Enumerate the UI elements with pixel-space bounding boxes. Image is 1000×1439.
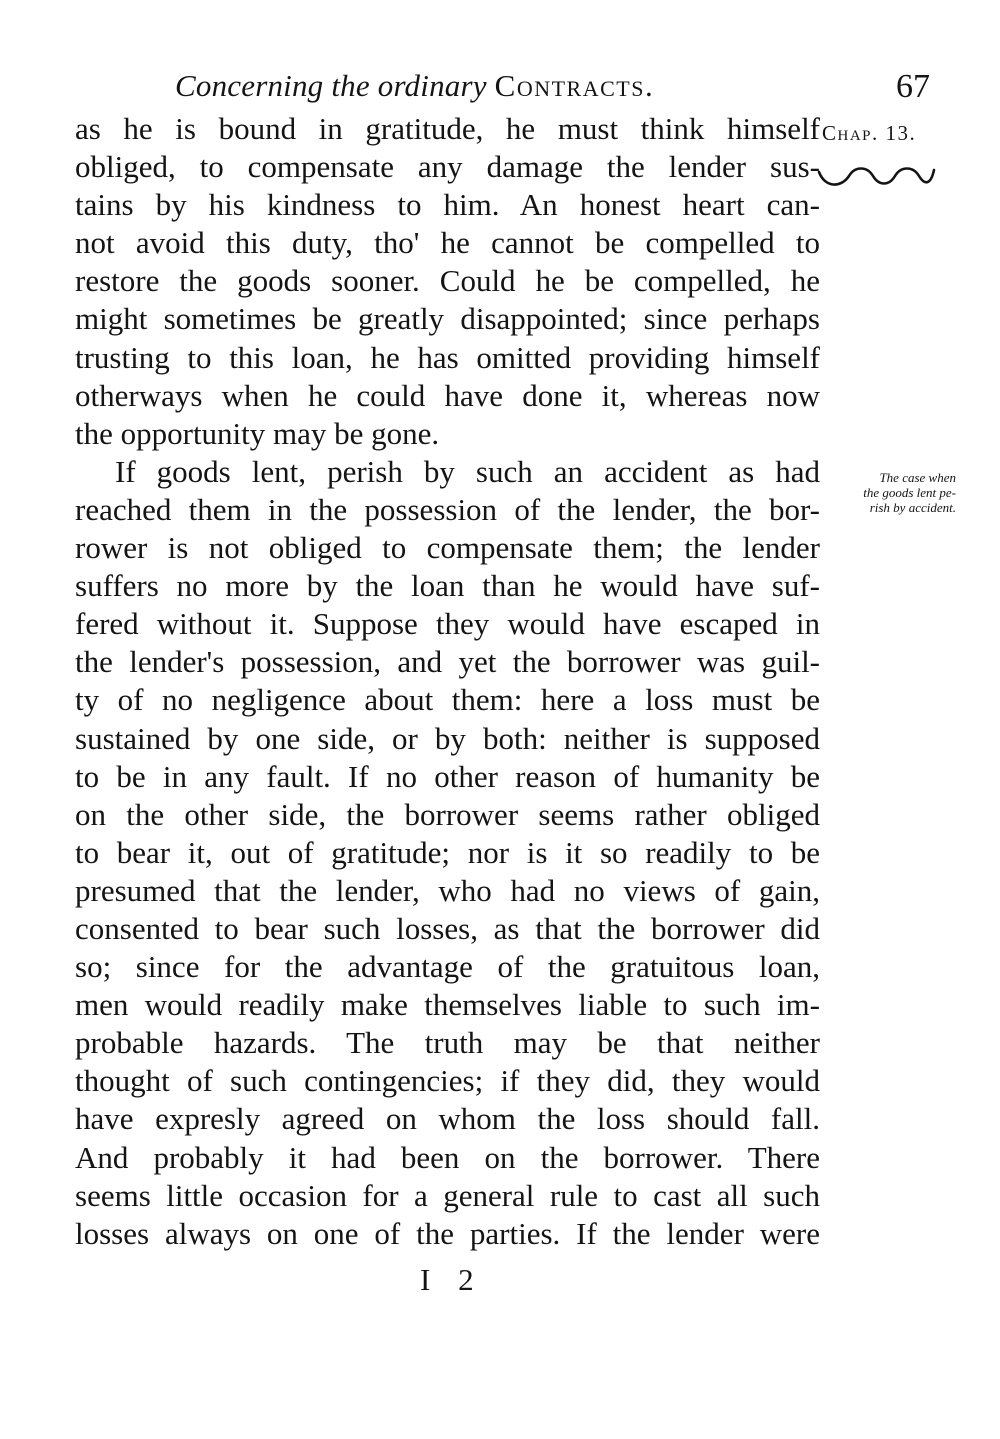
text-line: tains by his kindness to him. An honest heart can-: [75, 187, 820, 223]
signature-mark: I 2: [420, 1262, 484, 1297]
text-line: ty of no negligence about them: here a loss must be: [75, 682, 820, 718]
text-line: obliged, to compensate any damage the lender sus-: [75, 149, 820, 185]
body-text: [75, 110, 820, 1253]
running-head-caps: Contracts.: [494, 68, 655, 103]
text-line: restore the goods sooner. Could he be compelled, he: [75, 263, 820, 299]
text-line: If goods lent, perish by such an accident as had: [115, 453, 820, 489]
text-line: trusting to this loan, he has omitted providing himself: [75, 339, 820, 375]
text-line: as he is bound in gratitude, he must think himself: [75, 111, 820, 146]
text-line: otherways when he could have done it, whereas now: [75, 377, 820, 413]
text-line: to bear it, out of gratitude; nor is it so readily to be: [75, 834, 820, 870]
text-line: losses always on one of the parties. If the lender were: [75, 1215, 820, 1251]
running-head-title: [175, 64, 654, 108]
text-line: to be in any fault. If no other reason of humanity be: [75, 758, 820, 794]
text-line: sustained by one side, or by both: neither is supposed: [75, 720, 820, 756]
text-line: And probably it had been on the borrower. There: [75, 1139, 820, 1175]
text-line: might sometimes be greatly disappointed; since perhaps: [75, 301, 820, 337]
chapter-marker: Chap. 13.: [822, 121, 917, 145]
text-line: rower is not obliged to compensate them; the lender: [75, 530, 820, 566]
text-line: reached them in the possession of the lender, the bor-: [75, 491, 820, 527]
text-line: have expresly agreed on whom the loss should fall.: [75, 1101, 820, 1137]
page-number: 67: [896, 68, 930, 105]
text-line: men would readily make themselves liable to such im-: [75, 987, 820, 1023]
marginal-note-line: rish by accident.: [869, 500, 956, 515]
text-line: fered without it. Suppose they would have escaped in: [75, 606, 820, 642]
marginal-note-line: The case when: [879, 470, 956, 485]
text-line: not avoid this duty, tho' he cannot be compelled to: [75, 225, 820, 261]
running-head: [75, 64, 945, 108]
text-line: presumed that the lender, who had no views of gain,: [75, 872, 820, 908]
marginal-note-line: the goods lent pe-: [863, 485, 956, 500]
text-line: seems little occasion for a general rule to cast all such: [75, 1177, 820, 1213]
ornament-flourish-icon: [815, 164, 937, 190]
text-line: probable hazards. The truth may be that neither: [75, 1025, 820, 1061]
text-line: so; since for the advantage of the gratuitous loan,: [75, 949, 820, 985]
running-head-italic: Concerning the ordinary: [175, 68, 487, 103]
text-line: suffers no more by the loan than he would have suf-: [75, 568, 820, 604]
text-line: the lender's possession, and yet the borrower was guil-: [75, 644, 820, 680]
marginal-note: [826, 470, 956, 515]
text-line: thought of such contingencies; if they did, they would: [75, 1063, 820, 1099]
text-line: consented to bear such losses, as that the borrower did: [75, 910, 820, 946]
text-line: the opportunity may be gone.: [75, 415, 440, 451]
text-line: on the other side, the borrower seems rather obliged: [75, 796, 820, 832]
